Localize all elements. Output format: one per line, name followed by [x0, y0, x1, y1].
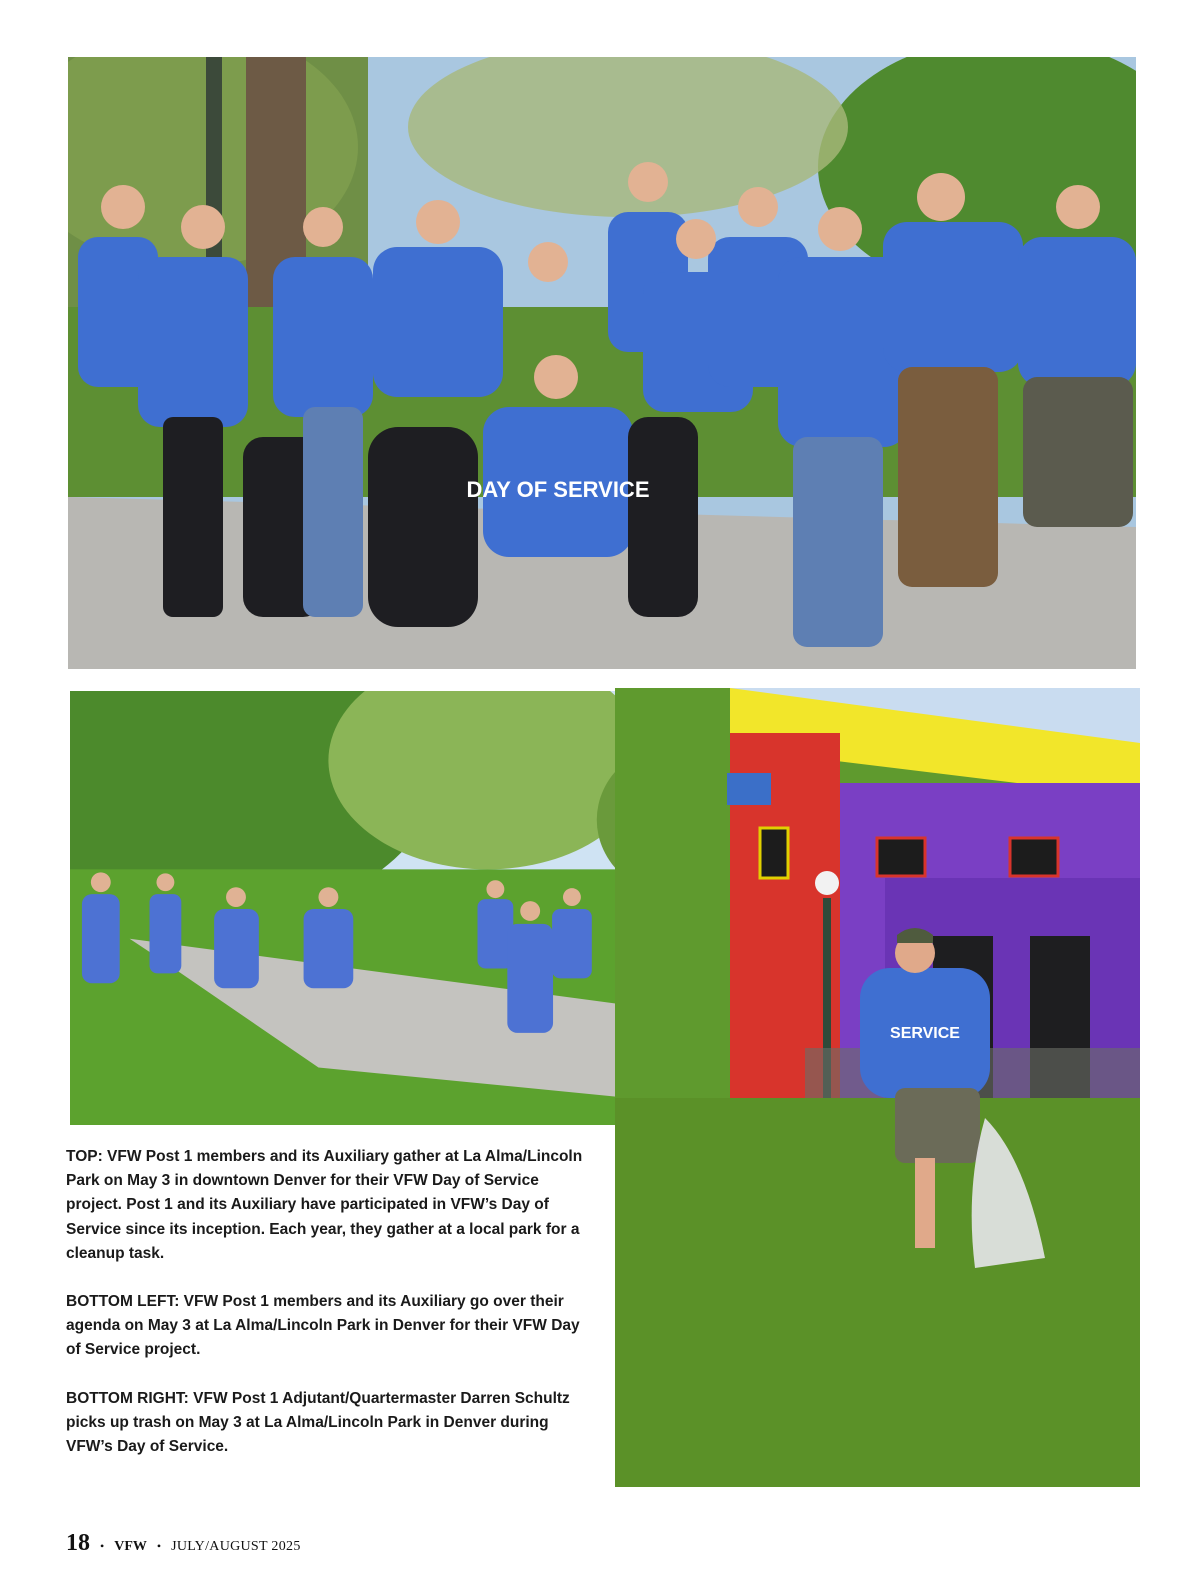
- magazine-name: VFW: [114, 1539, 147, 1554]
- shirt-text-schultz: SERVICE: [890, 1025, 960, 1042]
- caption-bottom-left: BOTTOM LEFT: VFW Post 1 members and its Auxiliary go over their agenda on May 3 at La Alma/Lincoln Park in Denver for their VFW Day of Service project.: [66, 1293, 580, 1359]
- caption-top: TOP: VFW Post 1 members and its Auxiliary gather at La Alma/Lincoln Park on May 3 in downtown Denver for their VFW Day of Service project. Post 1 and its Auxiliary have participated in VFW’s Day of Service since its inception. Each year, they gather at a local park for a cleanup task.: [66, 1148, 583, 1262]
- page-number: 18: [66, 1530, 90, 1556]
- group-photo-image: [68, 57, 1136, 669]
- bottom-right-photo: [615, 688, 1140, 1487]
- page-footer: [66, 1530, 301, 1560]
- issue-date: JULY/AUGUST 2025: [171, 1539, 301, 1554]
- top-photo: [68, 57, 1136, 669]
- footer-separator: •: [156, 1539, 162, 1553]
- photo-captions: [66, 1145, 598, 1483]
- footer-separator: •: [100, 1539, 105, 1553]
- shirt-text-front: DAY OF SERVICE: [466, 477, 650, 502]
- trash-pickup-image: [615, 688, 1140, 1487]
- caption-bottom-right: BOTTOM RIGHT: VFW Post 1 Adjutant/Quartermaster Darren Schultz picks up trash on May 3 at La Alma/Lincoln Park in Denver during VFW’s Day of Service.: [66, 1389, 570, 1456]
